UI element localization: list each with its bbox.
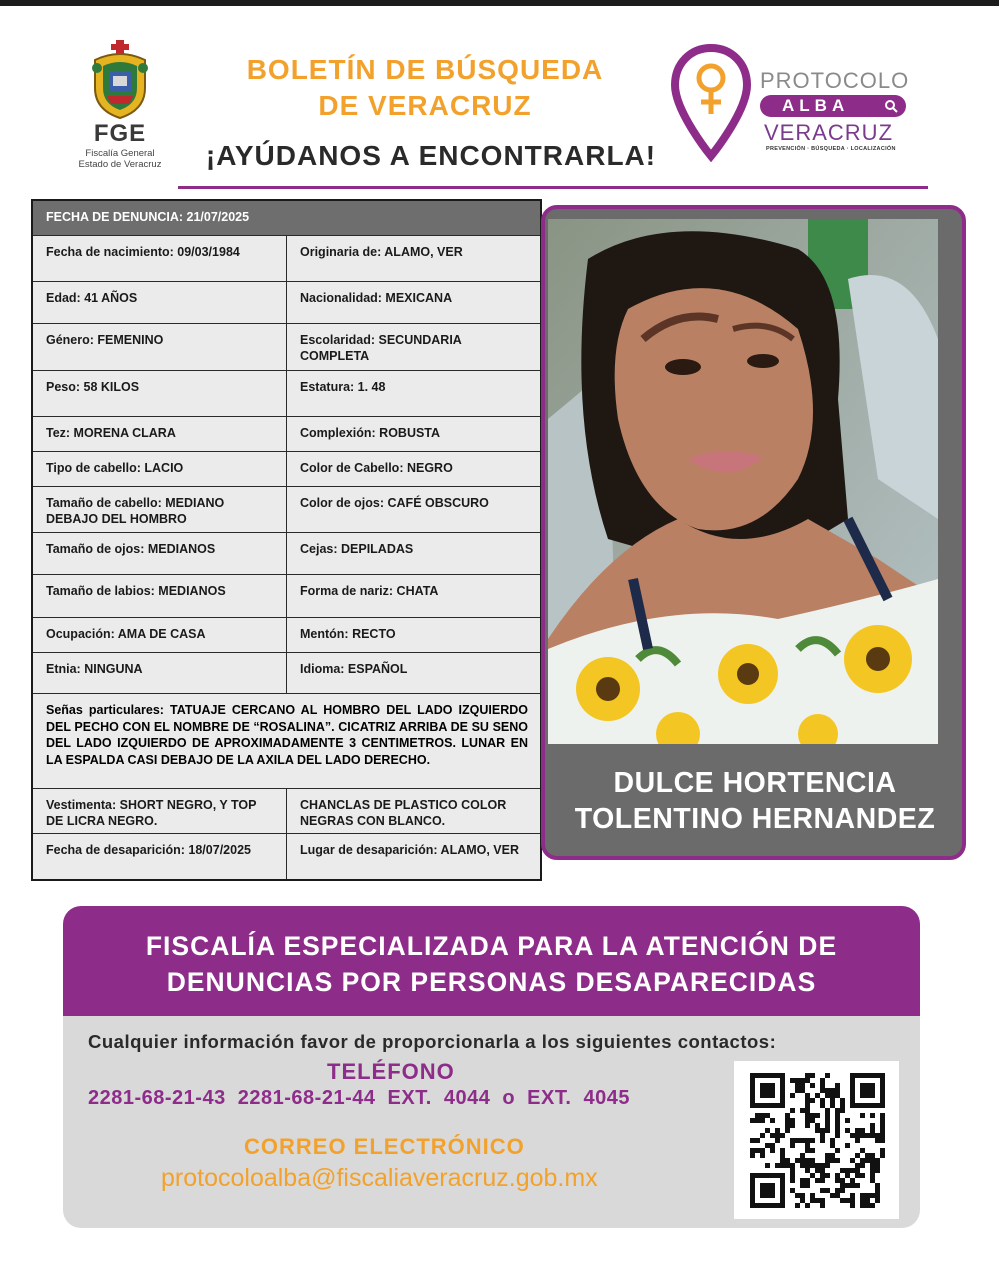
schooling-cell: Escolaridad: SECUNDARIA COMPLETA xyxy=(300,333,462,363)
skin-tone-cell: Tez: MORENA CLARA xyxy=(33,417,287,451)
hair-length-cell: Tamaño de cabello: MEDIANO DEBAJO DEL HOMBRO xyxy=(33,487,287,532)
ethnicity-cell: Etnia: NINGUNA xyxy=(33,653,287,693)
table-row xyxy=(33,653,540,694)
table-row xyxy=(33,324,540,371)
table-row xyxy=(33,282,540,324)
table-row xyxy=(33,533,540,575)
bulletin-title-line1: BOLETÍN DE BÚSQUEDA xyxy=(246,54,604,85)
table-row xyxy=(33,575,540,618)
lip-size-cell: Tamaño de labios: MEDIANOS xyxy=(33,575,287,617)
clothing-cell: Vestimenta: SHORT NEGRO, Y TOP DE LICRA NEGRO. xyxy=(33,789,287,833)
fge-name-line2: Estado de Veracruz xyxy=(78,159,162,170)
report-date: FECHA DE DENUNCIA: 21/07/2025 xyxy=(46,210,250,224)
table-row xyxy=(33,452,540,487)
table-row xyxy=(33,834,540,879)
hair-color-cell: Color de Cabello: NEGRO xyxy=(300,461,453,475)
missing-person-photo xyxy=(548,219,938,744)
fge-abbreviation: FGE xyxy=(93,120,147,147)
table-row xyxy=(33,236,540,282)
agency-line1: FISCALÍA ESPECIALIZADA PARA LA ATENCIÓN DE xyxy=(145,931,838,961)
magnifier-icon xyxy=(884,99,898,113)
nose-shape-cell: Forma de nariz: CHATA xyxy=(300,584,439,598)
hair-type-cell: Tipo de cabello: LACIO xyxy=(33,452,287,486)
table-header-row xyxy=(33,201,540,236)
alba-veracruz-text: VERACRUZ xyxy=(764,120,894,145)
qr-code-graphic xyxy=(734,1061,899,1219)
person-details-table xyxy=(31,199,542,881)
phone-numbers: 2281-68-21-43 2281-68-21-44 EXT. 4044 o EXT. 4045 xyxy=(88,1087,630,1109)
help-find-her-heading: ¡AYÚDANOS A ENCONTRARLA! xyxy=(205,140,657,171)
origin-cell: Originaria de: ALAMO, VER xyxy=(300,245,463,259)
fge-name-line1: Fiscalía General xyxy=(85,148,155,159)
footwear-cell: CHANCLAS DE PLASTICO COLOR NEGRAS CON BLANCO. xyxy=(300,798,507,828)
missing-person-name xyxy=(545,749,966,860)
age-cell: Edad: 41 AÑOS xyxy=(33,282,287,323)
eyebrows-cell: Cejas: DEPILADAS xyxy=(300,542,414,556)
email-link[interactable]: protocoloalba@fiscaliaveracruz.gob.mx xyxy=(161,1164,598,1192)
chin-cell: Mentón: RECTO xyxy=(300,627,396,641)
header-divider xyxy=(178,186,928,189)
birth-date-cell: Fecha de nacimiento: 09/03/1984 xyxy=(33,236,287,281)
email-label: CORREO ELECTRÓNICO xyxy=(244,1134,525,1159)
alba-text: ALBA xyxy=(782,96,850,115)
eye-size-cell: Tamaño de ojos: MEDIANOS xyxy=(33,533,287,574)
eye-color-cell: Color de ojos: CAFÉ OBSCURO xyxy=(300,496,489,510)
table-row xyxy=(33,618,540,653)
name-line2: TOLENTINO HERNANDEZ xyxy=(574,803,936,835)
weight-cell: Peso: 58 KILOS xyxy=(33,371,287,416)
disappearance-place-cell: Lugar de desaparición: ALAMO, VER xyxy=(300,843,520,857)
nationality-cell: Nacionalidad: MEXICANA xyxy=(300,291,453,305)
disappearance-date-cell: Fecha de desaparición: 18/07/2025 xyxy=(33,834,287,879)
table-row xyxy=(33,417,540,452)
agency-banner xyxy=(63,906,920,1016)
fge-logo xyxy=(60,38,180,173)
distinguishing-marks-cell: Señas particulares: TATUAJE CERCANO AL HOMBRO DEL LADO IZQUIERDO DEL PECHO CON EL NOMBRE DE “ROSALINA”. CICATRIZ ARRIBA DE SU SENO DEL LADO IZQUIERDO DE APROXIMADAMENTE 3 CENTIMETROS. LUNAR EN LA ESPALDA CASI DEBAJO DE LA AXILA DEL LADO DERECHO. xyxy=(46,703,528,767)
table-row xyxy=(33,371,540,417)
name-line1: DULCE HORTENCIA xyxy=(613,767,897,799)
bulletin-title-line2: DE VERACRUZ xyxy=(318,90,532,121)
contact-intro-text: Cualquier información favor de proporcionarla a los siguientes contactos: xyxy=(88,1031,777,1052)
language-cell: Idioma: ESPAÑOL xyxy=(300,662,408,676)
phone-label: TELÉFONO xyxy=(327,1059,455,1084)
table-row xyxy=(33,694,540,789)
gender-cell: Género: FEMENINO xyxy=(33,324,287,370)
table-row xyxy=(33,487,540,533)
agency-line2: DENUNCIAS POR PERSONAS DESAPARECIDAS xyxy=(166,967,817,997)
table-row xyxy=(33,789,540,834)
qr-code-icon xyxy=(734,1061,899,1219)
build-cell: Complexión: ROBUSTA xyxy=(300,426,441,440)
bulletin-title xyxy=(190,52,660,124)
height-cell: Estatura: 1. 48 xyxy=(300,380,386,394)
alba-pill xyxy=(760,95,906,117)
venus-location-pin-icon xyxy=(670,44,752,162)
veracruz-coat-of-arms-icon xyxy=(85,38,155,120)
alba-tagline: PREVENCIÓN · BÚSQUEDA · LOCALIZACIÓN xyxy=(766,146,896,152)
portrait-illustration xyxy=(548,219,938,744)
occupation-cell: Ocupación: AMA DE CASA xyxy=(33,618,287,652)
alba-protocolo-text: PROTOCOLO xyxy=(760,68,910,93)
top-border xyxy=(0,0,999,6)
photo-card xyxy=(541,205,966,860)
